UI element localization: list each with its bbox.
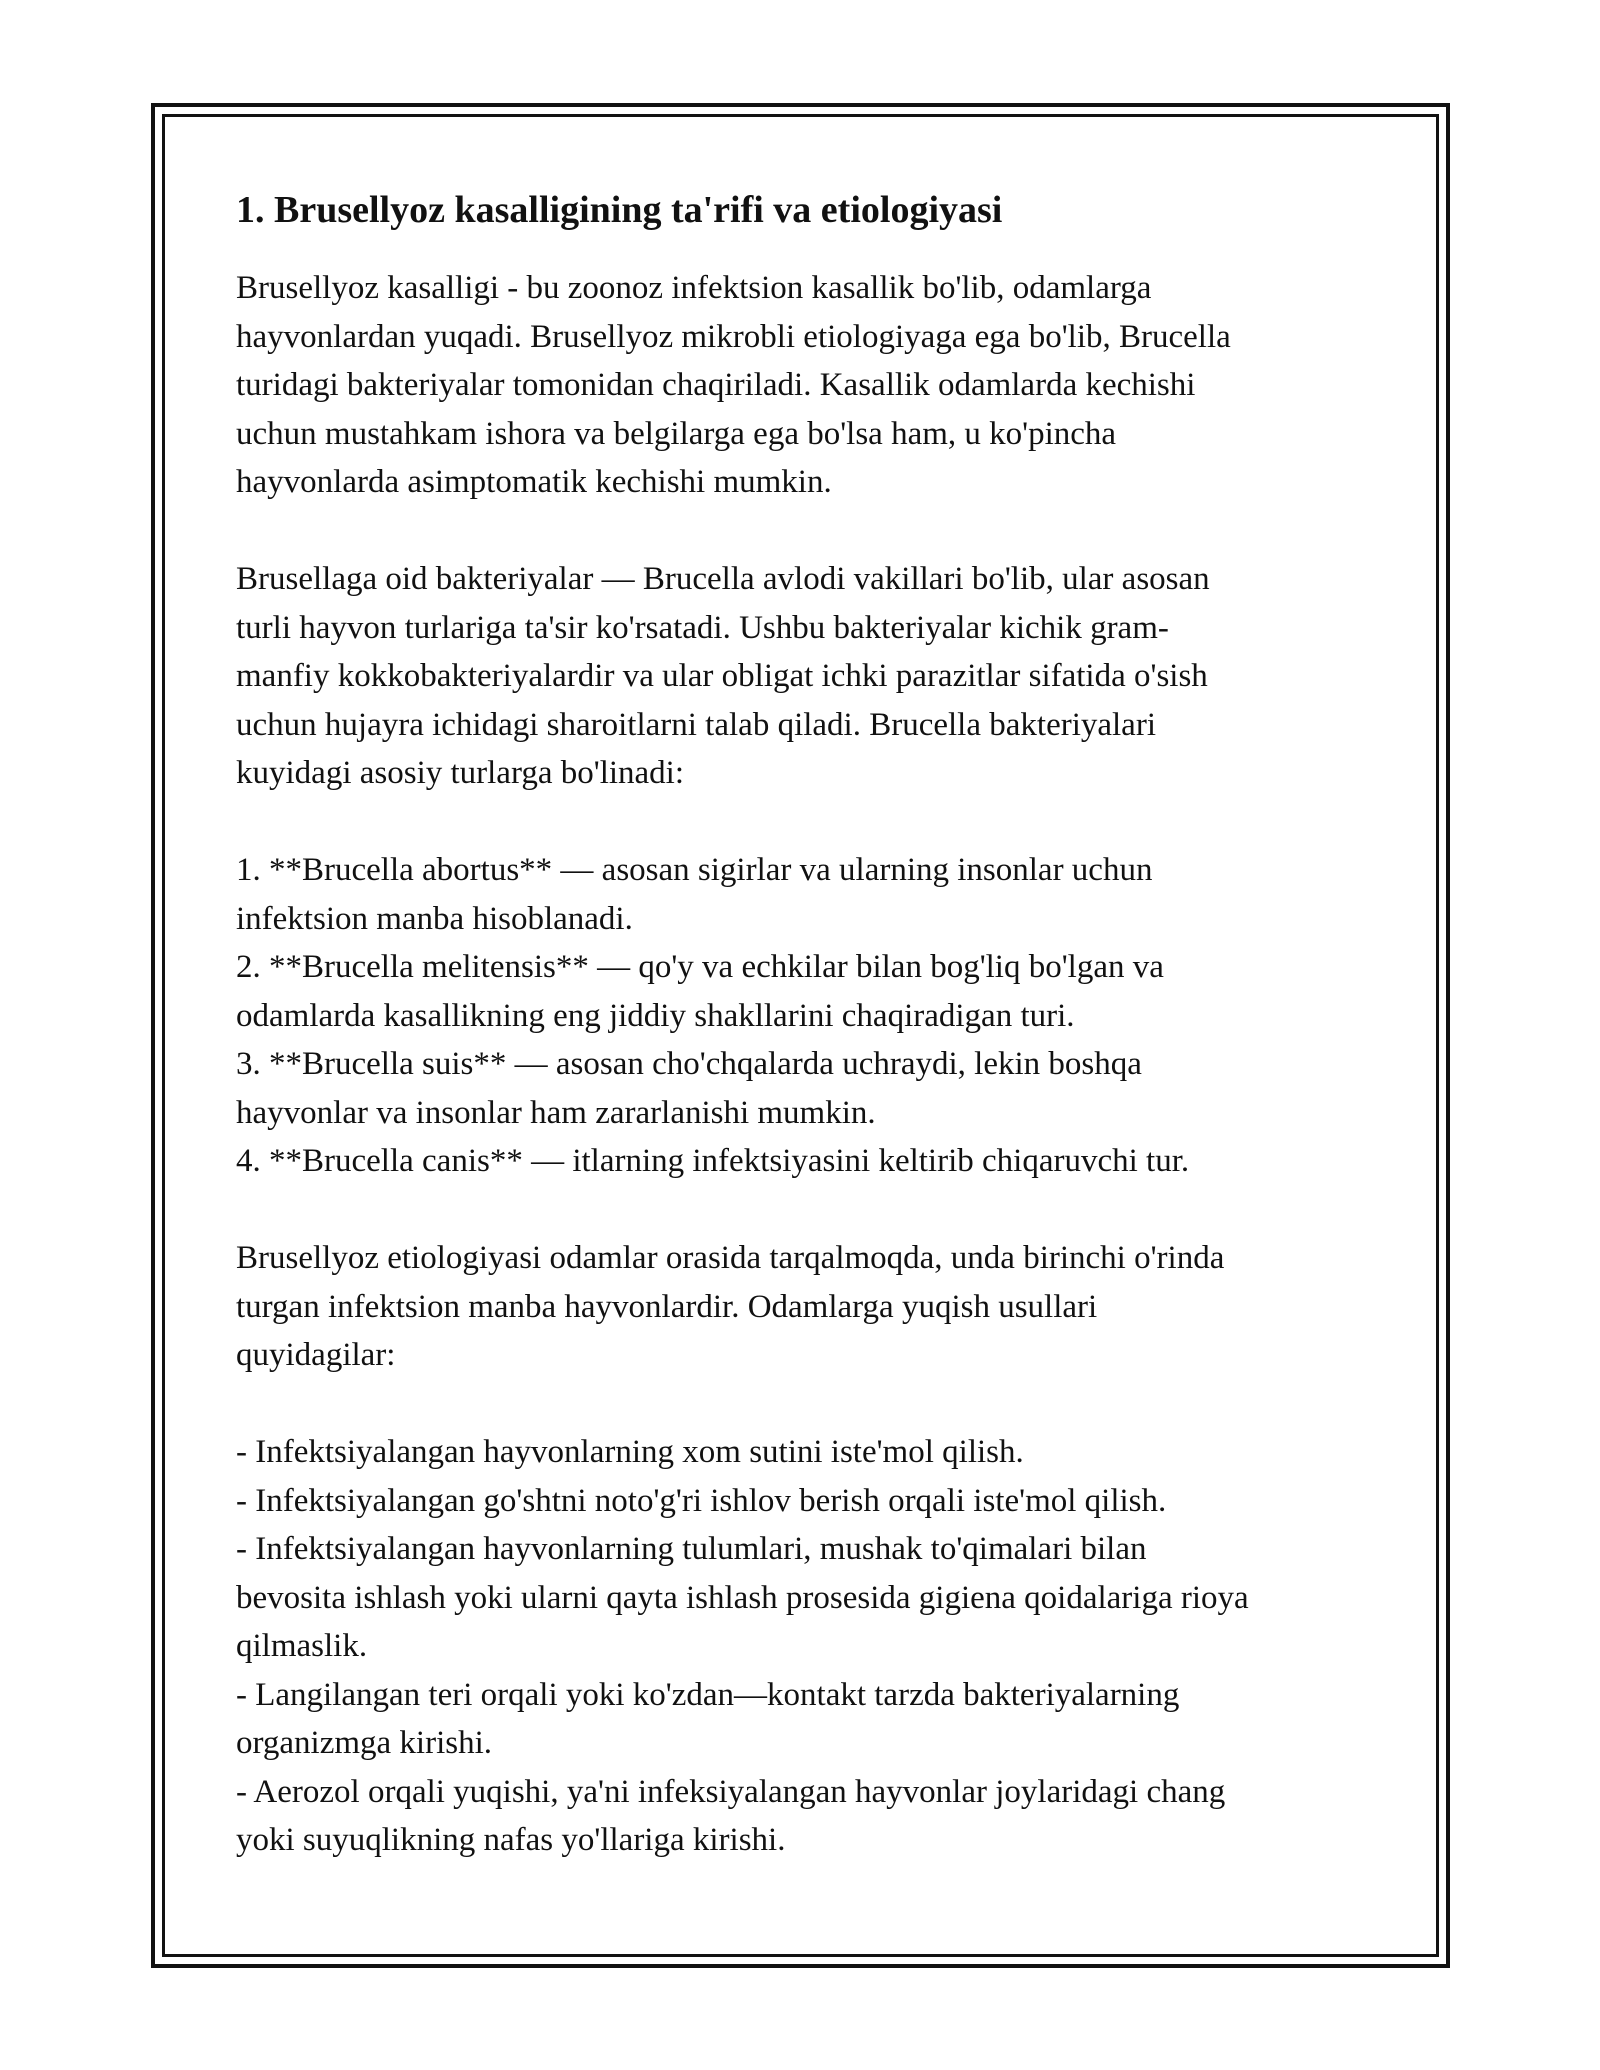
- list-item: - Infektsiyalangan go'shtni noto'g'ri ishlov berish orqali iste'mol qilish.: [236, 1482, 1167, 1519]
- section-title: 1. Brusellyoz kasalligining ta'rifi va etiologiyasi: [236, 189, 1003, 231]
- text-line: uchun mustahkam ishora va belgilarga ega bo'lsa ham, u ko'pincha: [236, 415, 1117, 452]
- text-line: turgan infektsion manba hayvonlardir. Odamlarga yuqish usullari: [236, 1288, 1098, 1325]
- list-item: organizmga kirishi.: [236, 1725, 493, 1761]
- list-item: infektsion manba hisoblanadi.: [236, 900, 633, 937]
- paragraph-definition: [236, 264, 1396, 507]
- paragraph-gap: [236, 798, 1396, 847]
- text-line: Brusellaga oid bakteriyalar — Brucella avlodi vakillari bo'lib, ular asosan: [236, 561, 1210, 597]
- text-line: quyidagilar:: [236, 1337, 396, 1373]
- paragraph-gap: [236, 1380, 1396, 1429]
- text-line: hayvonlardan yuqadi. Brusellyoz mikrobli etiologiyaga ega bo'lib, Brucella: [236, 318, 1231, 355]
- list-item: - Langilangan teri orqali yoki ko'zdan—kontakt tarzda bakteriyalarning: [236, 1676, 1180, 1713]
- list-item: 4. **Brucella canis** — itlarning infektsiyasini keltirib chiqaruvchi tur.: [236, 1143, 1190, 1179]
- list-item: qilmaslik.: [236, 1628, 368, 1664]
- text-line: turidagi bakteriyalar tomonidan chaqiriladi. Kasallik odamlarda kechishi: [236, 367, 1196, 403]
- list-item: - Infektsiyalangan hayvonlarning tulumlari, mushak to'qimalari bilan: [236, 1531, 1147, 1567]
- list-item: hayvonlar va insonlar ham zararlanishi mumkin.: [236, 1094, 876, 1131]
- list-item: 1. **Brucella abortus** — asosan sigirlar va ularning insonlar uchun: [236, 852, 1153, 888]
- list-item: bevosita ishlash yoki ularni qayta ishlash prosesida gigiena qoidalariga rioya: [236, 1579, 1249, 1616]
- transmission-list: [236, 1428, 1396, 1865]
- list-item: - Aerozol orqali yuqishi, ya'ni infeksiyalangan hayvonlar joylaridagi chang: [236, 1773, 1226, 1810]
- paragraph-gap: [236, 507, 1396, 556]
- paragraph-gap: [236, 1186, 1396, 1235]
- species-list: [236, 846, 1396, 1186]
- text-line: kuyidagi asosiy turlarga bo'linadi:: [236, 755, 685, 791]
- list-item: yoki suyuqlikning nafas yo'llariga kirishi.: [236, 1822, 786, 1858]
- paragraph-bacteria: [236, 555, 1396, 798]
- list-item: - Infektsiyalangan hayvonlarning xom sutini iste'mol qilish.: [236, 1434, 1024, 1470]
- document-body: [236, 186, 1396, 1865]
- text-line: uchun hujayra ichidagi sharoitlarni talab qiladi. Brucella bakteriyalari: [236, 706, 1156, 743]
- text-line: turli hayvon turlariga ta'sir ko'rsatadi. Ushbu bakteriyalar kichik gram-: [236, 609, 1169, 646]
- paragraph-etiology: [236, 1234, 1396, 1380]
- text-line: manfiy kokkobakteriyalardir va ular obligat ichki parazitlar sifatida o'sish: [236, 658, 1208, 694]
- list-item: 3. **Brucella suis** — asosan cho'chqalarda uchraydi, lekin boshqa: [236, 1046, 1142, 1082]
- list-item: odamlarda kasallikning eng jiddiy shakllarini chaqiradigan turi.: [236, 997, 1075, 1034]
- text-line: Brusellyoz etiologiyasi odamlar orasida tarqalmoqda, unda birinchi o'rinda: [236, 1240, 1225, 1276]
- text-line: hayvonlarda asimptomatik kechishi mumkin.: [236, 464, 832, 500]
- text-line: Brusellyoz kasalligi - bu zoonoz infektsion kasallik bo'lib, odamlarga: [236, 270, 1152, 306]
- list-item: 2. **Brucella melitensis** — qo'y va echkilar bilan bog'liq bo'lgan va: [236, 949, 1164, 985]
